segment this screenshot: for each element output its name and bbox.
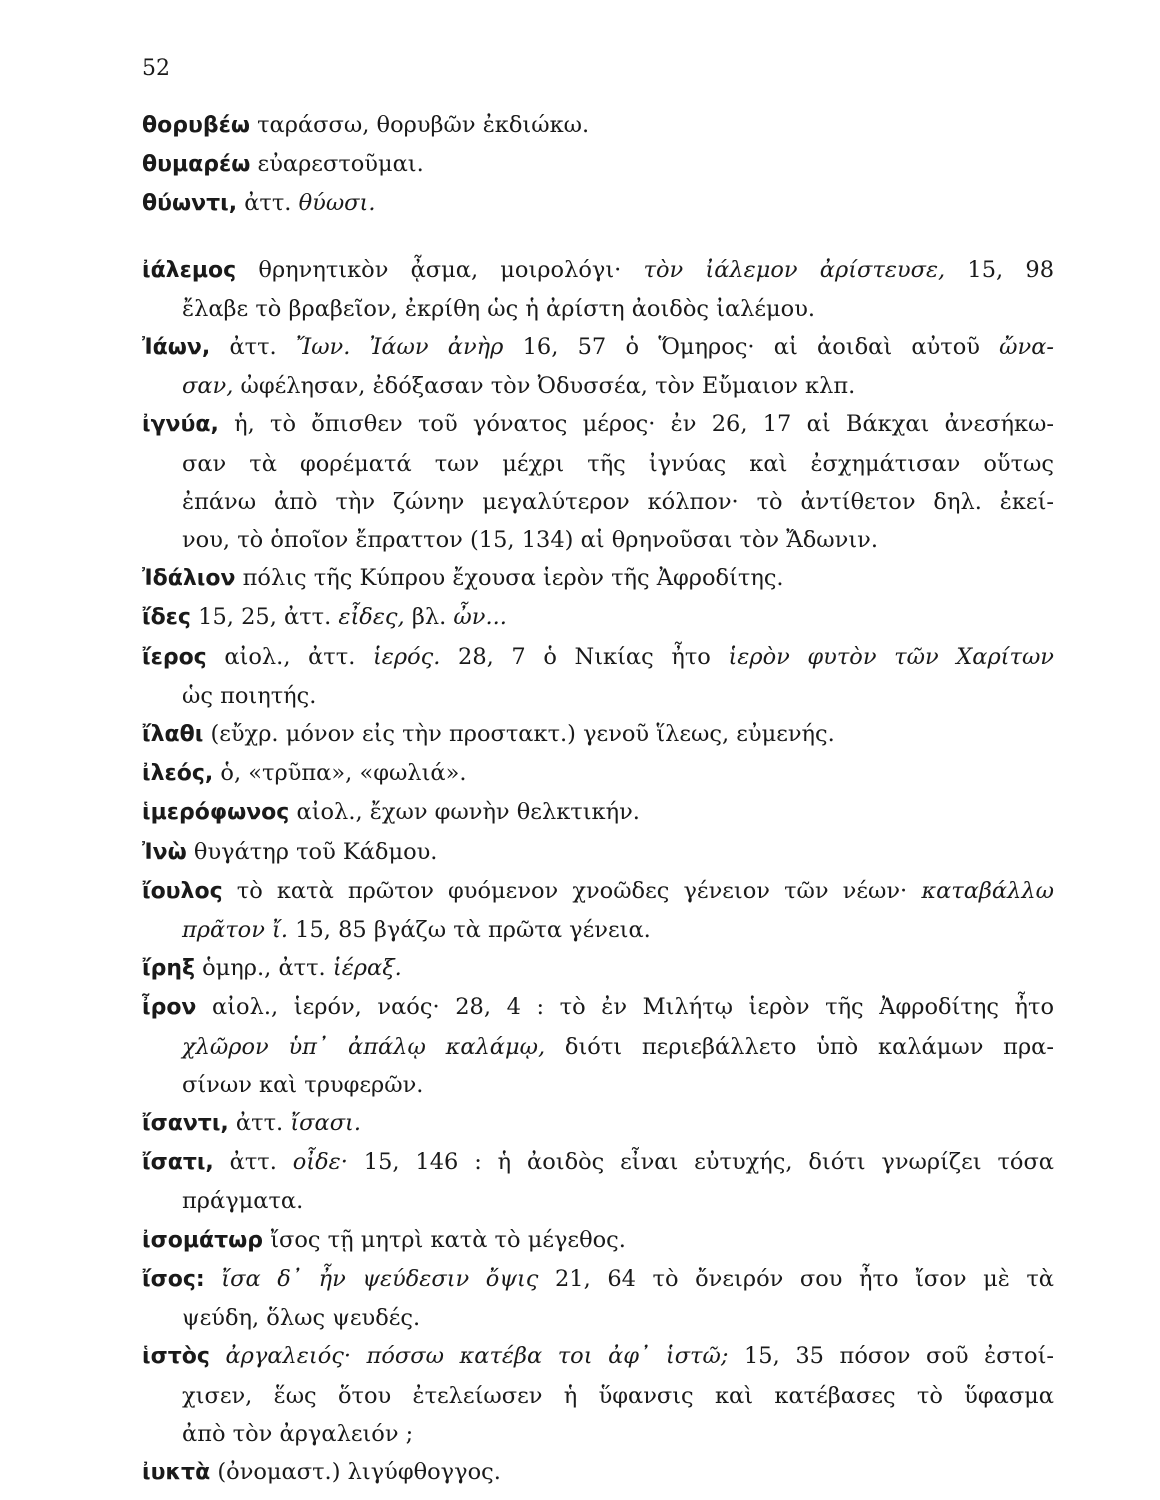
dictionary-entry [142, 598, 1054, 637]
entry-headword: ἴσατι, [142, 1150, 214, 1176]
entry-first-line [142, 793, 1054, 832]
entry-definition-text: 21, 64 τὸ ὄνειρόν σου ἦτο ἴσον μὲ τὰ [538, 1265, 1054, 1292]
dictionary-entry [142, 988, 1054, 1104]
entry-continuation-line [182, 677, 1054, 715]
entry-continuation-line [182, 1066, 1054, 1104]
entry-continuation-line [182, 1182, 1054, 1220]
entry-quote-text: πρᾶτον ἴ. [182, 917, 289, 944]
entry-first-line [142, 405, 1054, 444]
dictionary-entry [142, 1221, 1054, 1260]
entry-definition-text: εὐαρεστοῦμαι. [250, 151, 424, 178]
entry-headword: θύωντι, [142, 191, 238, 217]
entry-definition-text: χισεν, ἕως ὅτου ἐτελείωσεν ἡ ὕφανσις καὶ κατέβασες τὸ ὕφασμα [182, 1382, 1054, 1409]
entry-quote-text: ἴσασι. [290, 1110, 362, 1137]
entry-headword: θορυβέω [142, 113, 250, 138]
entry-definition-text: ἔλαβε τὸ βραβεῖον, ἐκρίθη ὡς ἡ ἀρίστη ἀοιδὸς ἰαλέμου. [182, 295, 816, 322]
entry-definition-text: (εὔχρ. μόνον εἰς τὴν προστακτ.) γενοῦ ἵλεως, εὐμενής. [203, 721, 835, 748]
dictionary-entry [142, 638, 1054, 715]
entry-definition-text [205, 1266, 222, 1292]
entry-headword: ἴδες [142, 605, 191, 631]
entry-definition-text: ταράσσω, θορυβῶν ἐκδιώκω. [249, 112, 590, 138]
entry-continuation-line [182, 1377, 1054, 1415]
entry-first-line [142, 251, 1054, 290]
entry-quote-text: σαν, [182, 373, 234, 400]
entry-headword: ἰυκτὰ [142, 1459, 211, 1485]
entry-definition-text: 15, 98 [945, 256, 1055, 283]
entry-quote-text: οἶδε· [292, 1149, 348, 1176]
dictionary-entry [142, 405, 1054, 559]
entry-first-line [142, 145, 1054, 184]
entry-definition-text: ἀττ. [237, 190, 299, 217]
entry-definition-text: ὠφέλησαν, ἐδόξασαν τὸν Ὀδυσσέα, τὸν Εὔμαιον κλπ. [233, 373, 856, 400]
entry-quote-text: ἱερός. [372, 643, 441, 670]
entry-definition-text: σαν τὰ φορέματά των μέχρι τῆς ἰγνύας καὶ ἐσχημάτισαν οὕτως [182, 450, 1054, 477]
entry-headword: ἴρηξ [142, 956, 195, 982]
entry-first-line [142, 1260, 1054, 1299]
entry-first-line [142, 1104, 1054, 1143]
entry-definition-text: νου, τὸ ὁποῖον ἔπραττον (15, 134) αἱ θρηνοῦσαι τὸν Ἄδωνιν. [182, 527, 878, 554]
dictionary-entry [142, 106, 1054, 145]
entry-quote-text: θύωσι. [298, 190, 376, 217]
dictionary-entry [142, 1104, 1054, 1143]
dictionary-entry [142, 715, 1054, 754]
entry-definition-text: ἀττ. [210, 334, 296, 361]
entry-definition-text: αἰολ., ἱερόν, ναός· 28, 4 : τὸ ἐν Μιλήτῳ ἱερὸν τῆς Ἀφροδίτης ἦτο [196, 994, 1054, 1021]
entry-first-line [142, 833, 1054, 872]
entry-quote-text: καταβάλλω [921, 877, 1054, 904]
entry-quote-text: ἱερὸν φυτὸν τῶν Χαρίτων [728, 643, 1054, 670]
entry-first-line [142, 1143, 1054, 1182]
entry-definition-text: σίνων καὶ τρυφερῶν. [182, 1071, 424, 1098]
entry-quote-text: ἴσα δ᾿ ἦν ψεύδεσιν ὄψις [221, 1265, 539, 1292]
dictionary-entry [142, 145, 1054, 184]
entry-first-line [142, 1337, 1054, 1376]
entry-first-line [142, 872, 1054, 911]
entry-headword: ἴλαθι [142, 722, 204, 748]
entry-quote-text: ὦν... [453, 604, 507, 631]
dictionary-entry [142, 793, 1054, 832]
entry-continuation-line [182, 290, 1054, 328]
entry-headword: Ἰνὼ [142, 839, 187, 865]
dictionary-entry [142, 559, 1054, 598]
entry-continuation-line [182, 911, 1054, 949]
entry-headword: ἰλεός, [142, 761, 214, 787]
entry-first-line [142, 106, 1054, 145]
entry-headword: ἴσαντι, [142, 1111, 229, 1137]
entry-definition-text: ἀπὸ τὸν ἀργαλειόν ; [182, 1420, 414, 1447]
entry-quote-text: ὤνα- [999, 334, 1054, 361]
entry-headword: ἱμερόφωνος [142, 800, 290, 826]
entry-definition-text: 15, 146 : ἡ ἀοιδὸς εἶναι εὐτυχής, διότι γνωρίζει τόσα [347, 1149, 1054, 1176]
entry-definition-text: διότι περιεβάλλετο ὑπὸ καλάμων πρα- [545, 1033, 1054, 1060]
entry-definition-text: ἴσος τῇ μητρὶ κατὰ τὸ μέγεθος. [263, 1226, 626, 1253]
entry-first-line [142, 949, 1054, 988]
entry-headword: ἰάλεμος [142, 257, 237, 283]
entry-quote-text: ἀργαλειός· πόσσω κατέβα τοι ἀφ᾿ ἱστῶ; [225, 1343, 729, 1370]
entry-definition-text: (ὀνομαστ.) λιγύφθογγος. [210, 1458, 501, 1485]
entry-definition-text: ἡ, τὸ ὄπισθεν τοῦ γόνατος μέρος· ἐν 26, 17 αἱ Βάκχαι ἀνεσήκω- [218, 411, 1054, 438]
entry-continuation-line [182, 1028, 1054, 1066]
entry-definition-text: θυγάτηρ τοῦ Κάδμου. [186, 838, 438, 865]
entry-continuation-line [182, 367, 1054, 405]
entry-quote-text: Ἴων. Ἰάων ἀνὴρ [295, 334, 504, 361]
dictionary-entry [142, 949, 1054, 988]
entry-definition-text: θρηνητικὸν ᾆσμα, μοιρολόγι· [236, 256, 644, 283]
entry-headword: ἱστὸς [142, 1344, 210, 1370]
entry-definition-text: αἰολ., ἀττ. [206, 643, 373, 670]
entry-definition-text: 16, 57 ὁ Ὅμηρος· αἱ ἀοιδαὶ αὐτοῦ [503, 334, 1000, 361]
dictionary-entry [142, 251, 1054, 328]
entry-headword: Ἰάων, [142, 335, 211, 361]
entry-first-line [142, 638, 1054, 677]
entry-definition-text: ὁμηρ., ἀττ. [194, 955, 333, 982]
entry-headword: ἰγνύα, [142, 412, 219, 438]
dictionary-entry [142, 1143, 1054, 1220]
entry-quote-text: εἶδες, [338, 604, 405, 631]
entry-definition-text: ὁ, «τρῦπα», «φωλιά». [213, 760, 467, 787]
entry-first-line [142, 988, 1054, 1027]
entry-definition-text: αἰολ., ἔχων φωνὴν θελκτικήν. [289, 799, 640, 826]
entry-headword: ἴσος: [142, 1266, 205, 1292]
entry-definition-text: 15, 35 πόσον σοῦ ἐστοί- [728, 1343, 1055, 1370]
entry-first-line [142, 328, 1054, 367]
entry-gap [142, 224, 1054, 251]
entry-definition-text [210, 1343, 226, 1369]
entry-continuation-line [182, 1415, 1054, 1453]
entry-definition-text: τὸ κατὰ πρῶτον φυόμενον χνοῶδες γένειον τῶν νέων· [222, 877, 922, 904]
entry-quote-text: ἱέραξ. [332, 955, 402, 982]
entry-definition-text: 15, 25, ἀττ. [190, 604, 339, 631]
entry-definition-text: ἀττ. [228, 1110, 291, 1137]
entry-definition-text: 28, 7 ὁ Νικίας ἦτο [440, 643, 729, 670]
entry-quote-text: χλῶρον ὑπ᾿ ἀπάλῳ καλάμῳ, [182, 1033, 546, 1060]
dictionary-entry [142, 872, 1054, 949]
entry-headword: ἴουλος [142, 878, 223, 904]
entry-first-line [142, 754, 1054, 793]
entry-definition-text: 15, 85 βγάζω τὰ πρῶτα γένεια. [288, 917, 651, 944]
entry-headword: ἴερος [142, 644, 207, 670]
entry-definition-text: ἐπάνω ἀπὸ τὴν ζώνην μεγαλύτερον κόλπον· τὸ ἀντίθετον δηλ. ἐκεί- [182, 488, 1054, 515]
entry-definition-text: πράγματα. [182, 1188, 304, 1215]
entry-first-line [142, 715, 1054, 754]
entry-definition-text: ὡς ποιητής. [182, 682, 317, 709]
dictionary-entries [142, 106, 1054, 1492]
entry-definition-text: πόλις τῆς Κύπρου ἔχουσα ἱερὸν τῆς Ἀφροδίτης. [235, 565, 784, 592]
entry-headword: ἰσομάτωρ [142, 1227, 264, 1253]
page-number: 52 [142, 56, 170, 81]
entry-continuation-line [182, 1299, 1054, 1337]
entry-definition-text: ψεύδη, ὅλως ψευδές. [182, 1305, 421, 1332]
entry-first-line [142, 1221, 1054, 1260]
entry-headword: Ἰδάλιον [142, 566, 236, 592]
entry-first-line [142, 184, 1054, 223]
entry-continuation-line [182, 483, 1054, 521]
dictionary-entry [142, 184, 1054, 223]
entry-continuation-line [182, 521, 1054, 559]
entry-quote-text: τὸν ἰάλεμον ἀρίστευσε, [643, 256, 946, 283]
dictionary-entry [142, 754, 1054, 793]
entry-definition-text: βλ. [404, 604, 454, 631]
dictionary-entry [142, 328, 1054, 405]
dictionary-entry [142, 1453, 1054, 1492]
entry-headword: ἶρον [142, 995, 197, 1021]
entry-headword: θυμαρέω [142, 152, 251, 178]
entry-first-line [142, 559, 1054, 598]
entry-first-line [142, 598, 1054, 637]
dictionary-entry [142, 1260, 1054, 1337]
dictionary-entry [142, 1337, 1054, 1453]
entry-first-line [142, 1453, 1054, 1492]
entry-continuation-line [182, 445, 1054, 483]
dictionary-entry [142, 833, 1054, 872]
entry-definition-text: ἀττ. [213, 1149, 293, 1176]
